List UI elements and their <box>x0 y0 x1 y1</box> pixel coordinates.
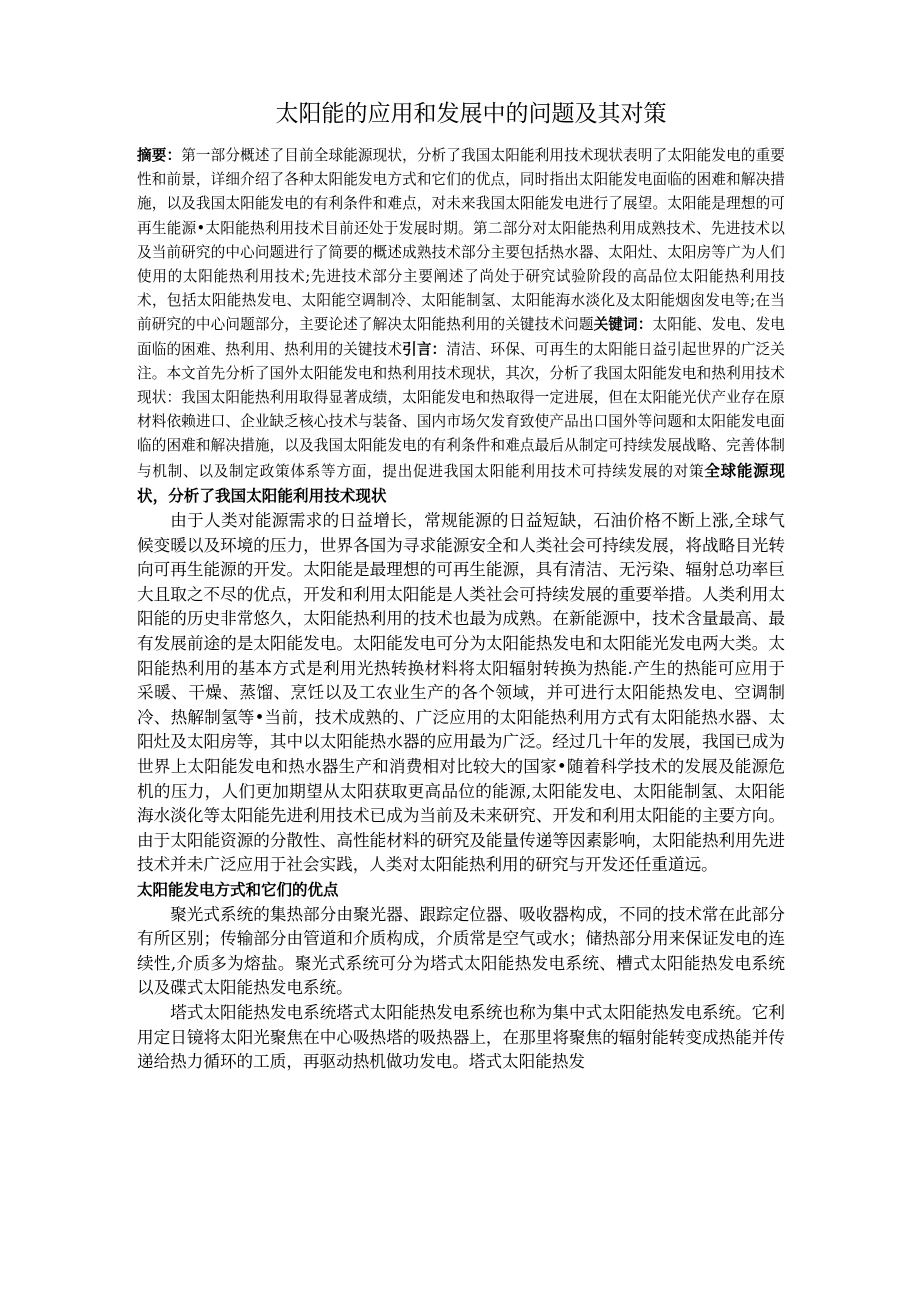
document-title: 太阳能的应用和发展中的问题及其对策 <box>275 101 667 127</box>
intro-label: 引言： <box>402 340 447 358</box>
abstract-text: 第一部分概述了目前全球能源现状，分析了我国太阳能利用技术现状表明了太阳能发电的重要性和前景，详细介绍了各种太阳能发电方式和它们的优点，同时指出太阳能发电面临的困难和解决措施，以及我国太阳能发电的有利条件和难点，对未来我国太阳能发电进行了展望。太阳能是理想的可再生能源•太阳能热利用技术目前还处于发展时期。第二部分对太阳能热利用成熟技术、先进技术以及当前研究的中心问题进行了简要的概述成熟技术部分主要包括热水器、太阳灶、太阳房等广为人们使用的太阳能热利用技术;先进技术部分主要阐述了尚处于研究试验阶段的高品位太阳能热利用技术，包括太阳能热发电、太阳能空调制冷、太阳能制氢、太阳能海水淡化及太阳能烟囱发电等;在当前研究的中心问题部分，主要论述了解决太阳能热利用的关键技术问题 <box>137 147 785 334</box>
section-heading-power-methods: 太阳能发电方式和它们的优点 <box>137 880 339 899</box>
intro-text: 清洁、环保、可再生的太阳能日益引起世界的广泛关注。本文首先分析了国外太阳能发电和热利用技术现状，其次，分析了我国太阳能发电和热利用技术现状：我国太阳能热利用取得显著成绩，太阳能发电和热取得一定进展，但在太阳能光伏产业存在原材料依赖进口、企业缺乏核心技术与装备、国内市场欠发育致使产品出口国外等问题和太阳能发电面临的困难和解决措施，以及我国太阳能发电的有利条件和难点最后从制定可持续发展战略、完善体制与机制、以及制定政策体系等方面，提出促进我国太阳能利用技术可持续发展的对策 <box>137 340 785 480</box>
abstract-block <box>137 144 785 509</box>
keywords-label: 关键词： <box>593 316 653 334</box>
body-paragraph-3: 塔式太阳能热发电系统塔式太阳能热发电系统也称为集中式太阳能热发电系统。它利用定日镜将太阳光聚焦在中心吸热塔的吸热器上，在那里将聚焦的辐射能转变成热能并传递给热力循环的工质，再驱动热机做功发电。塔式太阳能热发 <box>137 1002 785 1072</box>
body-paragraph-2: 聚光式系统的集热部分由聚光器、跟踪定位器、吸收器构成，不同的技术常在此部分有所区别；传输部分由管道和介质构成，介质常是空气或水；储热部分用来保证发电的连续性,介质多为熔盐。聚光式系统可分为塔式太阳能热发电系统、槽式太阳能热发电系统以及碟式太阳能热发电系统。 <box>137 904 785 998</box>
document-page <box>137 96 785 1075</box>
section-heading-energy-status: 全球能源现状，分析了我国太阳能利用技术现状 <box>137 461 785 505</box>
keywords-text: 太阳能、发电、发电面临的困难、热利用、热利用的关键技术 <box>137 316 785 358</box>
body-paragraph-1: 由于人类对能源需求的日益增长，常规能源的日益短缺，石油价格不断上涨,全球气候变暖以及环境的压力，世界各国为寻求能源安全和人类社会可持续发展，将战略目光转向可再生能源的开发。太阳能是最理想的可再生能源，具有清洁、无污染、辐射总功率巨大且取之不尽的优点，开发和利用太阳能是人类社会可持续发展的重要举措。人类利用太阳能的历史非常悠久，太阳能热利用的技术也最为成熟。在新能源中，技术含量最高、最有发展前途的是太阳能发电。太阳能发电可分为太阳能热发电和太阳能光发电两大类。太阳能热利用的基本方式是利用光热转换材料将太阳辐射转换为热能.产生的热能可应用于采暖、干燥、蒸馏、烹饪以及工农业生产的各个领域，并可进行太阳能热发电、空调制冷、热解制氢等•当前，技术成熟的、广泛应用的太阳能热利用方式有太阳能热水器、太阳灶及太阳房等，其中以太阳能热水器的应用最为广泛。经过几十年的发展，我国已成为世界上太阳能发电和热水器生产和消费相对比较大的国家•随着科学技术的发展及能源危机的压力，人们更加期望从太阳获取更高品位的能源,太阳能发电、太阳能制氢、太阳能海水淡化等太阳能先进利用技术已成为当前及未来研究、开发和利用太阳能的主要方向。由于太阳能资源的分散性、高性能材料的研究及能量传递等因素影响，太阳能热利用先进技术并未广泛应用于社会实践，人类对太阳能热利用的研究与开发还任重道远。 <box>137 511 785 875</box>
abstract-label: 摘要： <box>137 147 182 164</box>
